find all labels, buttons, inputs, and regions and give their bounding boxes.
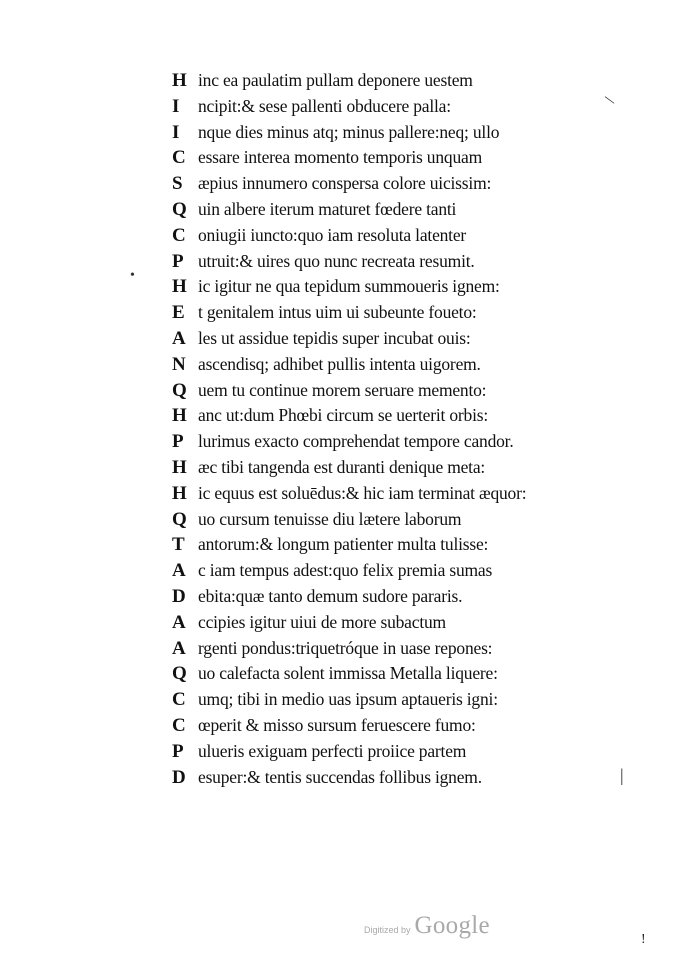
- verse-line: [172, 636, 642, 662]
- line-initial: E: [172, 302, 185, 324]
- line-initial: A: [172, 560, 186, 582]
- line-initial: D: [172, 585, 186, 607]
- line-initial: H: [172, 276, 187, 298]
- verse-line: [172, 532, 642, 558]
- line-text: utruit:& uires quo nunc recreata resumit.: [198, 250, 475, 271]
- digitized-by-label: Digitized by: [364, 925, 411, 935]
- verse-line: [172, 661, 642, 687]
- margin-mark: |: [620, 765, 624, 785]
- line-initial: P: [172, 250, 184, 272]
- verse-line: [172, 68, 642, 94]
- line-initial: Q: [172, 508, 187, 530]
- line-text: essare interea momento temporis unquam: [198, 147, 482, 168]
- line-initial: I: [172, 95, 180, 117]
- line-text: oniugii iuncto:quo iam resoluta latenter: [198, 224, 467, 245]
- line-text: æc tibi tangenda est duranti denique meta:: [198, 456, 486, 477]
- verse-line: [172, 403, 642, 429]
- line-text: uin albere iterum maturet fœdere tanti: [198, 198, 457, 219]
- page-mark: !: [641, 932, 646, 947]
- verse-line: [172, 223, 642, 249]
- line-text: uo calefacta solent immissa Metalla liquere:: [198, 663, 498, 684]
- verse-line: [172, 120, 642, 146]
- line-initial: I: [172, 121, 180, 143]
- line-initial: Q: [172, 663, 187, 685]
- line-initial: H: [172, 482, 187, 504]
- line-initial: Q: [172, 198, 187, 220]
- line-text: ccipies igitur uiui de more subactum: [198, 611, 446, 632]
- line-initial: H: [172, 70, 187, 91]
- line-text: ulueris exiguam perfecti proiice partem: [198, 740, 467, 761]
- verse-text-block: [172, 68, 642, 790]
- verse-line: [172, 300, 642, 326]
- line-text: ascendisq; adhibet pullis intenta uigorem.: [198, 353, 481, 374]
- line-initial: C: [172, 714, 186, 736]
- line-text: antorum:& longum patienter multa tulisse:: [198, 534, 489, 555]
- line-text: rgenti pondus:triquetróque in uase repones:: [198, 637, 493, 658]
- line-initial: T: [172, 534, 185, 556]
- verse-line: [172, 481, 642, 507]
- verse-line: [172, 378, 642, 404]
- verse-line: [172, 455, 642, 481]
- digitized-footer: [364, 912, 490, 940]
- verse-line: [172, 352, 642, 378]
- verse-line: [172, 765, 642, 791]
- line-text: ebita:quæ tanto demum sudore pararis.: [198, 585, 463, 606]
- verse-line: [172, 713, 642, 739]
- line-text: les ut assidue tepidis super incubat ouis:: [198, 327, 471, 348]
- line-initial: N: [172, 353, 186, 375]
- verse-line: [172, 171, 642, 197]
- google-logo: Google: [414, 912, 490, 939]
- margin-dot: •: [130, 268, 135, 283]
- line-initial: Q: [172, 379, 187, 401]
- line-text: æpius innumero conspersa colore uicissim:: [198, 173, 492, 194]
- line-text: uo cursum tenuisse diu lætere laborum: [198, 508, 462, 529]
- verse-line: [172, 558, 642, 584]
- verse-line: [172, 584, 642, 610]
- line-text: t genitalem intus uim ui subeunte foueto:: [198, 302, 477, 323]
- verse-line: [172, 145, 642, 171]
- line-initial: C: [172, 689, 186, 711]
- line-initial: P: [172, 431, 184, 453]
- verse-line: [172, 739, 642, 765]
- line-initial: D: [172, 766, 186, 788]
- line-text: ic igitur ne qua tepidum summoueris ignem:: [198, 276, 500, 297]
- verse-line: [172, 326, 642, 352]
- line-text: esuper:& tentis succendas follibus ignem.: [198, 766, 482, 787]
- line-initial: C: [172, 147, 186, 169]
- verse-line: [172, 610, 642, 636]
- verse-line: [172, 274, 642, 300]
- line-initial: A: [172, 611, 186, 633]
- line-initial: H: [172, 405, 187, 427]
- line-initial: A: [172, 327, 186, 349]
- line-text: inc ea paulatim pullam deponere uestem: [198, 70, 473, 90]
- verse-line: [172, 197, 642, 223]
- verse-line: [172, 507, 642, 533]
- line-text: nque dies minus atq; minus pallere:neq; ullo: [198, 121, 500, 142]
- verse-line: [172, 687, 642, 713]
- margin-mark: \: [603, 92, 617, 109]
- line-text: umq; tibi in medio uas ipsum aptaueris igni:: [198, 689, 498, 710]
- line-text: anc ut:dum Phœbi circum se uerterit orbis:: [198, 405, 489, 426]
- line-text: ncipit:& sese pallenti obducere palla:: [198, 95, 451, 116]
- verse-line: [172, 94, 642, 120]
- line-text: c iam tempus adest:quo felix premia sumas: [198, 560, 493, 581]
- verse-line: [172, 249, 642, 275]
- line-initial: A: [172, 637, 186, 659]
- line-initial: P: [172, 740, 184, 762]
- line-text: uem tu continue morem seruare memento:: [198, 379, 487, 400]
- line-initial: C: [172, 224, 186, 246]
- line-text: ic equus est soluēdus:& hic iam terminat æquor:: [198, 482, 527, 503]
- line-initial: S: [172, 173, 183, 195]
- line-text: lurimus exacto comprehendat tempore candor.: [198, 431, 514, 452]
- line-initial: H: [172, 456, 187, 478]
- verse-line: [172, 429, 642, 455]
- line-text: œperit & misso sursum feruescere fumo:: [198, 714, 476, 735]
